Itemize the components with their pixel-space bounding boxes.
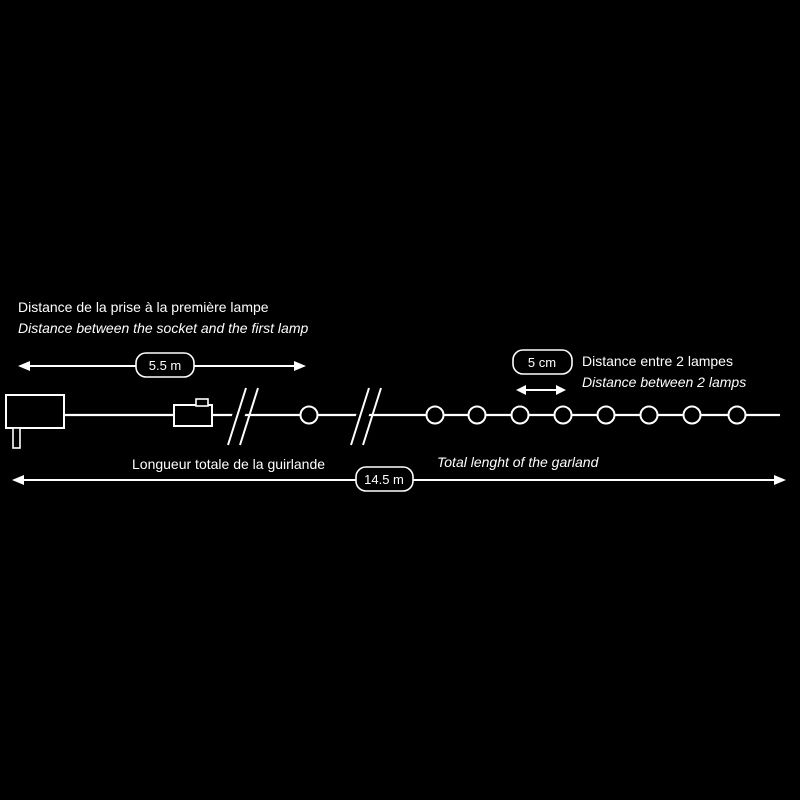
lamp-icon <box>729 407 746 424</box>
lamp-icon <box>684 407 701 424</box>
lamp-icon <box>555 407 572 424</box>
lamp-spacing-text-en: Distance between 2 lamps <box>582 374 747 390</box>
total-length-text-en: Total lenght of the garland <box>437 454 599 470</box>
lamp-spacing-value: 5 cm <box>527 355 557 370</box>
total-length-text-fr: Longueur totale de la guirlande <box>132 456 326 472</box>
power-plug-icon <box>6 395 64 448</box>
cable-break-mark-2 <box>351 388 381 445</box>
socket-distance-text-en: Distance between the socket and the first lamp <box>18 320 309 336</box>
controller-box-icon <box>174 399 212 426</box>
lamp-icon <box>427 407 444 424</box>
lamp-icon <box>301 407 318 424</box>
socket-distance-value: 5.5 m <box>148 358 182 373</box>
lamp-spacing-arrow <box>516 385 566 395</box>
lamp-icon <box>641 407 658 424</box>
socket-distance-text-fr: Distance de la prise à la première lampe <box>18 299 269 315</box>
lamp-icon <box>469 407 486 424</box>
lamp-icon <box>512 407 529 424</box>
total-length-value: 14.5 m <box>364 472 404 487</box>
lamp-icon <box>598 407 615 424</box>
lamp-spacing-text-fr: Distance entre 2 lampes <box>582 353 733 369</box>
cable-break-mark-1 <box>228 388 258 445</box>
